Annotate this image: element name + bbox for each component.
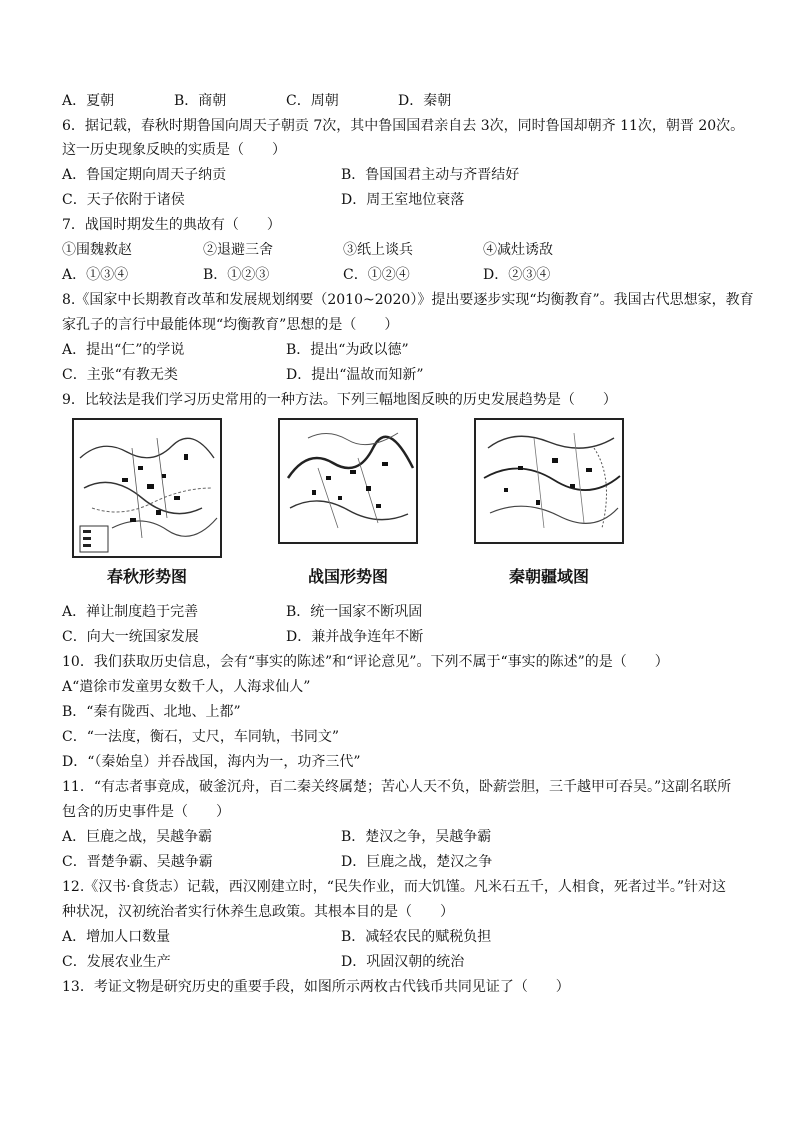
q9-option-d: D．兼并战争连年不断 [286,629,424,645]
warring-states-map [278,418,418,544]
q6-option-d: D．周王室地位衰落 [341,192,465,208]
q10-option-c: C．“一法度，衡石，丈尺，车同轨，书同文” [62,729,340,745]
q12-stem-line1: 12.《汉书·食货志）记载，西汉刚建立时，“民失作业，而大饥馑。凡米石五千，人相食，死者过半。”针对这 [62,879,727,895]
q8-option-a: A．提出“仁”的学说 [62,342,185,358]
q8-stem-line1: 8.《国家中长期教育改革和发展规划纲要（2010~2020）》提出要逐步实现“均衡教育”。我国古代思想家，教育 [62,292,754,308]
q9-option-a: A．禅让制度趋于完善 [62,604,199,620]
spring-autumn-map-caption: 春秋形势图 [106,567,187,586]
q7-option-c: C．①②④ [343,267,410,283]
q12-option-c: C．发展农业生产 [62,954,171,970]
q9-stem: 9．比较法是我们学习历史常用的一种方法。下列三幅地图反映的历史发展趋势是（ ） [62,392,617,408]
q6-stem-line2: 这一历史现象反映的实质是（ ） [62,142,286,158]
q7-item-2: ②退避三舍 [203,242,273,258]
q9-option-b: B．统一国家不断巩固 [286,604,423,620]
q5-option-c: C．周朝 [286,93,339,109]
q7-option-a: A．①③④ [62,267,129,283]
q10-stem: 10．我们获取历史信息，会有“事实的陈述”和“评论意见”。下列不属于“事实的陈述”的是（ ） [62,654,669,670]
q10-option-a: A“遣徐市发童男女数千人，人海求仙人” [62,679,311,695]
q11-stem-line1: 11．“有志者事竟成，破釜沉舟，百二秦关终属楚；苦心人天不负，卧薪尝胆，三千越甲可吞吴。”这副名联所 [62,779,732,795]
q13-stem: 13．考证文物是研究历史的重要手段，如图所示两枚古代钱币共同见证了（ ） [62,979,570,995]
q11-option-c: C．晋楚争霸、吴越争霸 [62,854,213,870]
q8-stem-line2: 家孔子的言行中最能体现“均衡教育”思想的是（ ） [62,317,399,333]
q7-item-4: ④减灶诱敌 [483,242,553,258]
q9-map-figures [62,418,642,590]
q6-stem-line1: 6．据记载，春秋时期鲁国向周天子朝贡 7次，其中鲁国国君亲自去 3次，同时鲁国却朝齐 11次，朝晋 20次。 [62,118,745,134]
q7-item-1: ①围魏救赵 [62,242,132,258]
q11-stem-line2: 包含的历史事件是（ ） [62,804,230,820]
q5-option-d: D．秦朝 [398,93,452,109]
q12-option-b: B．减轻农民的赋税负担 [341,929,492,945]
q9-option-c: C．向大一统国家发展 [62,629,199,645]
q7-item-3: ③纸上谈兵 [343,242,413,258]
q5-option-b: B．商朝 [174,93,227,109]
q10-option-b: B．“秦有陇西、北地、上都” [62,704,241,720]
q8-option-c: C．主张“有教无类 [62,367,178,383]
q7-option-b: B．①②③ [203,267,270,283]
q7-option-d: D．②③④ [483,267,551,283]
qin-territory-map-caption: 秦朝疆域图 [508,567,589,586]
q5-option-a: A．夏朝 [62,93,115,109]
q10-option-d: D．“（秦始皇）并吞战国，海内为一，功齐三代” [62,754,361,770]
q11-option-a: A．巨鹿之战，吴越争霸 [62,829,213,845]
q11-option-d: D．巨鹿之战，楚汉之争 [341,854,493,870]
q11-option-b: B．楚汉之争，吴越争霸 [341,829,492,845]
qin-territory-map [474,418,624,544]
q12-stem-line2: 种状况，汉初统治者实行休养生息政策。其根本目的是（ ） [62,904,454,920]
q6-option-c: C．天子依附于诸侯 [62,192,185,208]
q8-option-b: B．提出“为政以德” [286,342,409,358]
q6-option-a: A．鲁国定期向周天子纳贡 [62,167,227,183]
q12-option-d: D．巩固汉朝的统治 [341,954,465,970]
q6-option-b: B．鲁国国君主动与齐晋结好 [341,167,520,183]
q7-stem: 7．战国时期发生的典故有（ ） [62,217,281,233]
warring-states-map-caption: 战国形势图 [307,567,388,586]
q8-option-d: D．提出“温故而知新” [286,367,424,383]
q12-option-a: A．增加人口数量 [62,929,171,945]
spring-autumn-map [72,418,222,558]
